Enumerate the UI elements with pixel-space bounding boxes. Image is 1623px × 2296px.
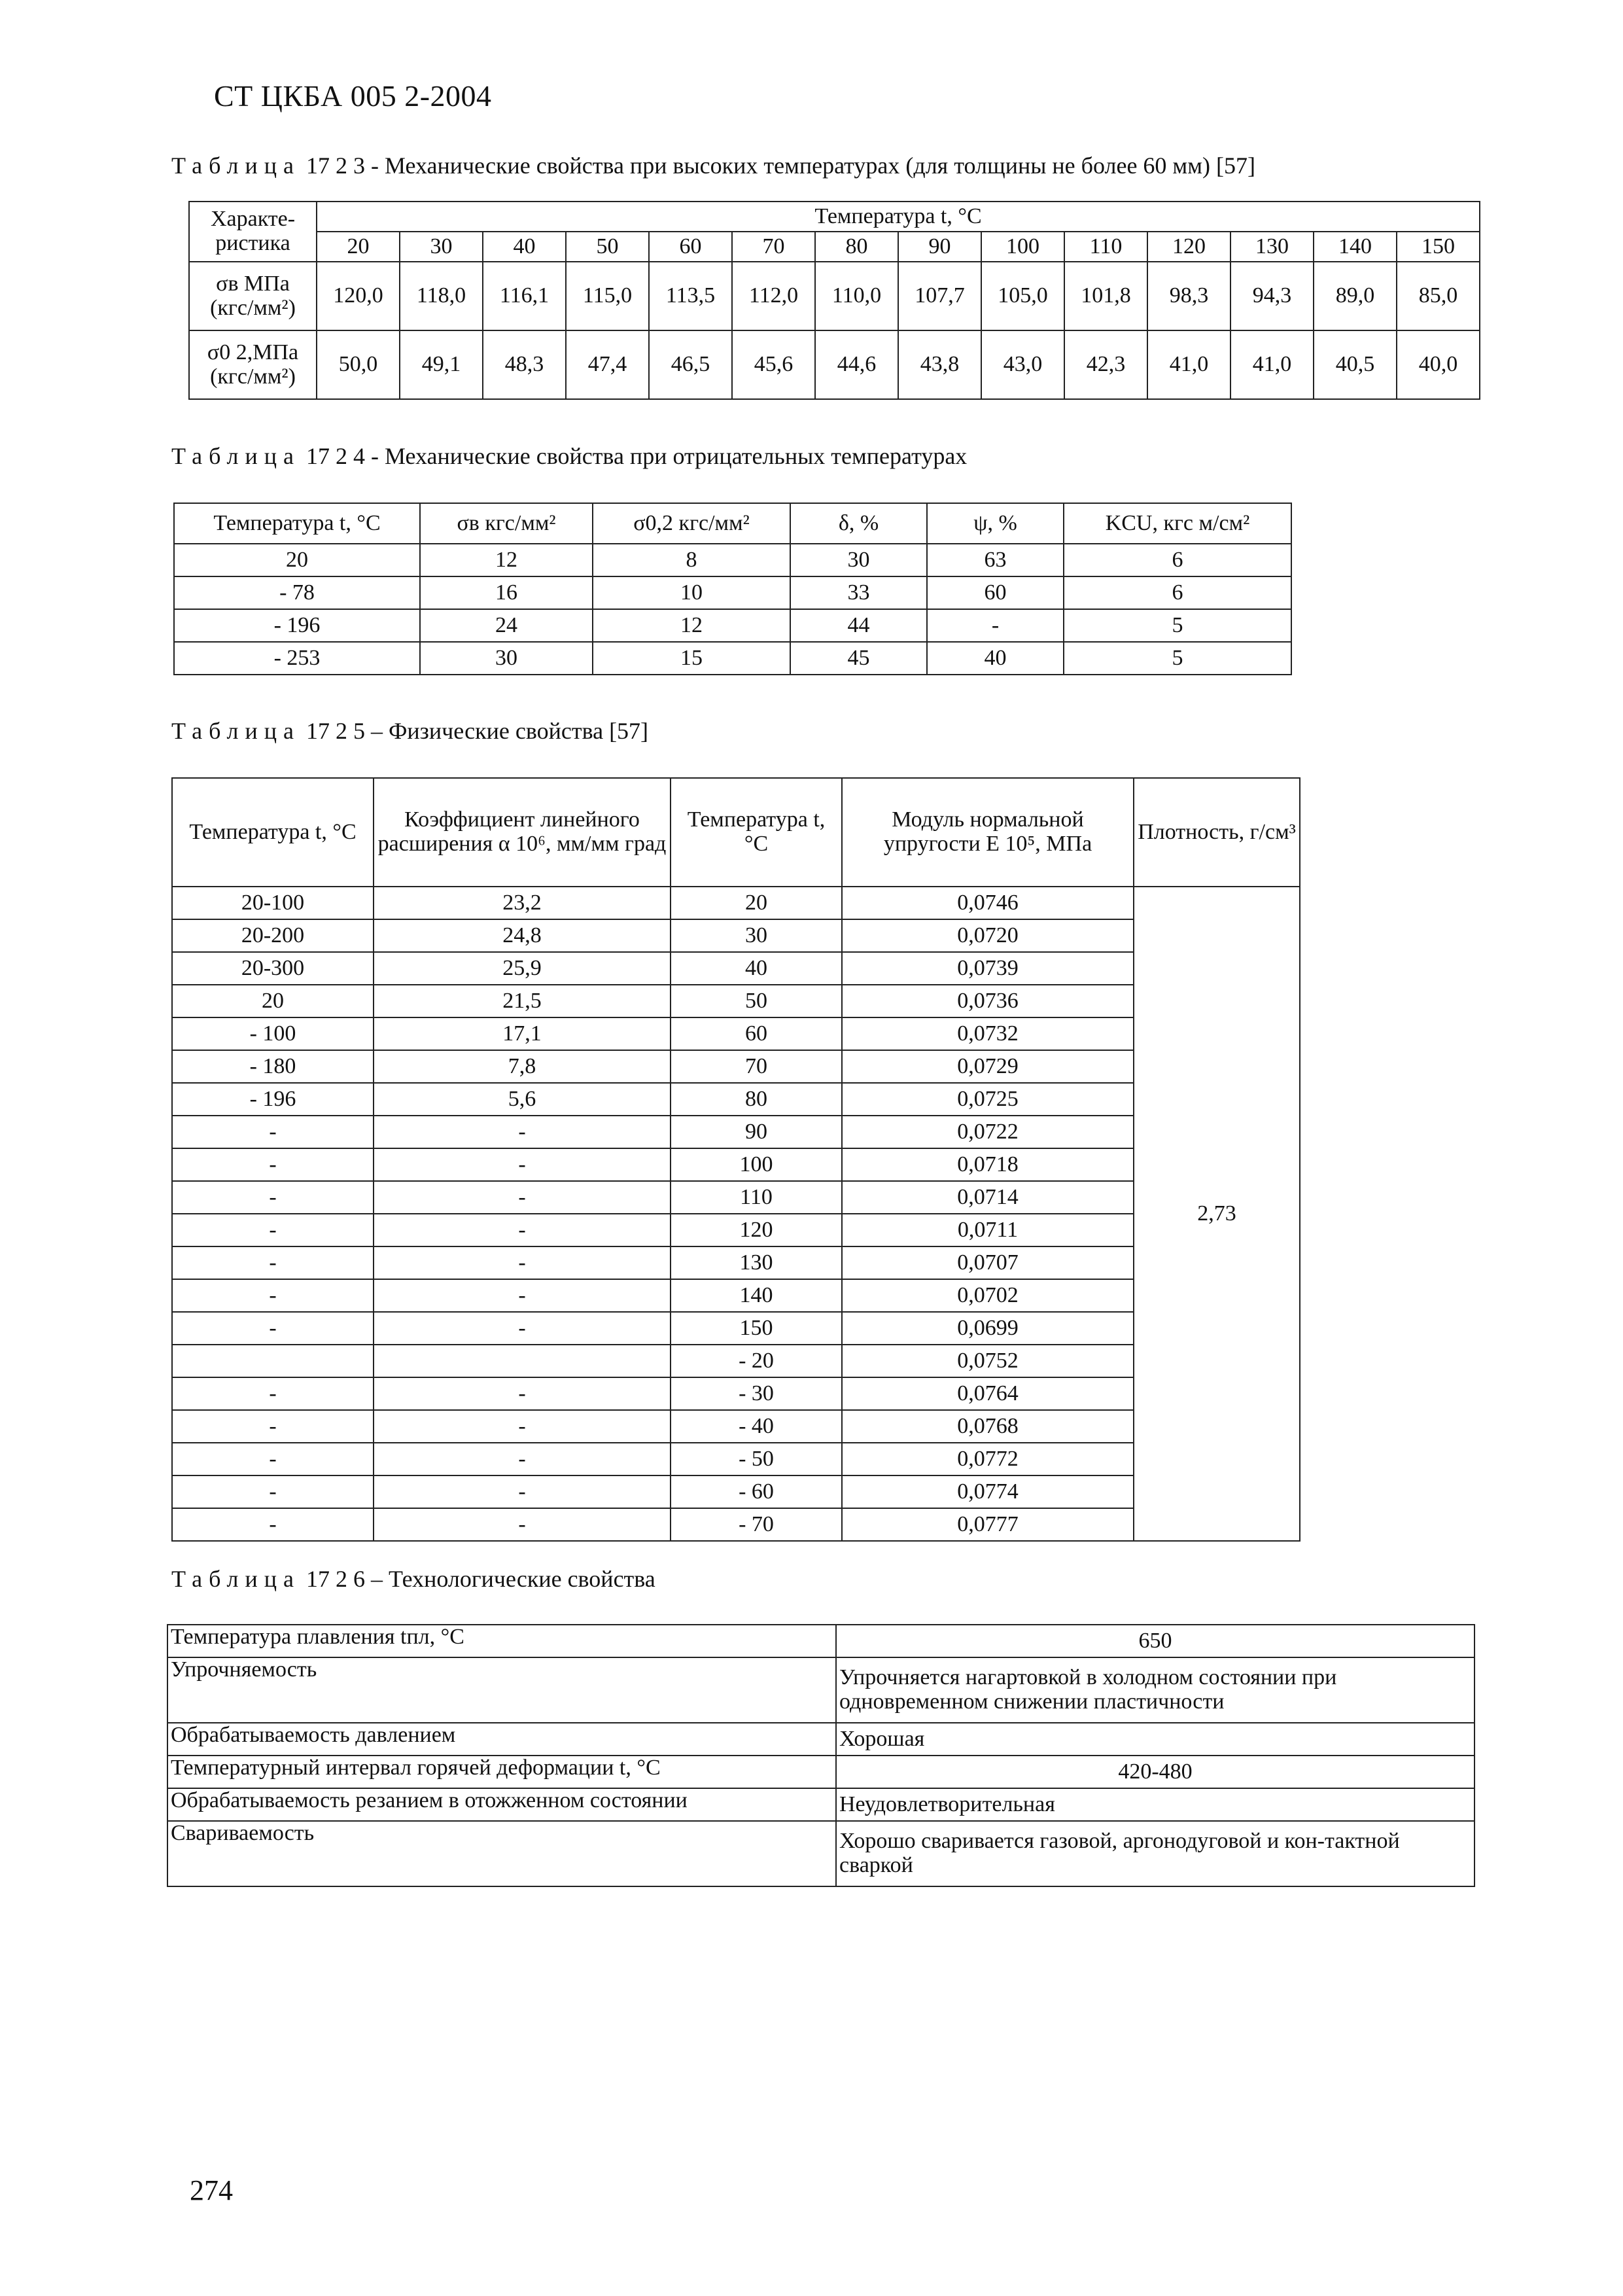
table-1724-caption — [171, 442, 967, 470]
table-1723 — [188, 201, 1480, 400]
table-cell: 10 — [593, 576, 790, 609]
table-cell: 20 — [172, 985, 374, 1017]
table-cell: - — [374, 1443, 671, 1475]
table-cell: - — [374, 1246, 671, 1279]
table-cell: 120 — [671, 1214, 842, 1246]
table-title: – Технологические свойства — [370, 1566, 655, 1592]
table-row — [172, 1214, 1300, 1246]
value-cell: 420-480 — [836, 1756, 1475, 1788]
header-cell: Характе-ристика — [189, 202, 317, 262]
table-cell: 60 — [927, 576, 1064, 609]
table-cell: 0,0702 — [842, 1279, 1134, 1312]
table-cell: 0,0774 — [842, 1475, 1134, 1508]
table-cell: 0,0711 — [842, 1214, 1134, 1246]
table-row — [172, 1279, 1300, 1312]
table-cell: 15 — [593, 642, 790, 675]
table-cell: 41,0 — [1230, 330, 1314, 399]
table-cell: 6 — [1064, 576, 1291, 609]
table-row — [172, 1050, 1300, 1083]
table-row — [174, 642, 1291, 675]
table-cell: 70 — [671, 1050, 842, 1083]
value-cell: Хорошая — [836, 1723, 1475, 1756]
table-row — [167, 1756, 1475, 1788]
table-cell: 105,0 — [981, 262, 1064, 330]
table-cell: 85,0 — [1397, 262, 1480, 330]
table-cell — [374, 1345, 671, 1377]
property-cell: Температура плавления tпл, °C — [167, 1625, 836, 1657]
table-cell: - — [172, 1377, 374, 1410]
temperature-header-cell: 120 — [1147, 232, 1230, 262]
table-cell: 46,5 — [649, 330, 732, 399]
table-cell: 30 — [671, 919, 842, 952]
temperature-header-cell: 100 — [981, 232, 1064, 262]
table-cell: - 40 — [671, 1410, 842, 1443]
table-label: Таблица — [171, 718, 300, 744]
table-cell: 50,0 — [317, 330, 400, 399]
property-cell: Свариваемость — [167, 1821, 836, 1886]
table-row — [189, 262, 1480, 330]
table-cell: 101,8 — [1064, 262, 1147, 330]
table-cell: - — [172, 1116, 374, 1148]
property-cell: Обрабатываемость резанием в отожженном состоянии — [167, 1788, 836, 1821]
table-row — [174, 576, 1291, 609]
temperature-header-cell: 70 — [732, 232, 815, 262]
table-cell: 44 — [790, 609, 927, 642]
table-cell: 130 — [671, 1246, 842, 1279]
table-cell: 107,7 — [898, 262, 981, 330]
table-row — [172, 1345, 1300, 1377]
table-row — [189, 330, 1480, 399]
table-cell: 30 — [420, 642, 593, 675]
temperature-header-cell: 140 — [1314, 232, 1397, 262]
property-cell: Температурный интервал горячей деформации t, °C — [167, 1756, 836, 1788]
table-cell: 115,0 — [566, 262, 649, 330]
table-cell: 24 — [420, 609, 593, 642]
table-number: 17 2 6 — [305, 1566, 365, 1592]
table-row — [172, 1116, 1300, 1148]
table-title: – Физические свойства [57] — [370, 718, 649, 744]
table-cell: 112,0 — [732, 262, 815, 330]
table-row — [172, 1148, 1300, 1181]
table-cell: - — [172, 1181, 374, 1214]
table-cell: 40,0 — [1397, 330, 1480, 399]
table-cell: - 30 — [671, 1377, 842, 1410]
page-number: 274 — [190, 2174, 233, 2206]
table-row — [172, 1181, 1300, 1214]
table-number: 17 2 5 — [305, 718, 365, 744]
temperature-header-cell: 20 — [317, 232, 400, 262]
table-cell: 8 — [593, 544, 790, 576]
table-cell: 100 — [671, 1148, 842, 1181]
table-cell: - — [374, 1148, 671, 1181]
table-cell: 20-300 — [172, 952, 374, 985]
table-cell: 40 — [671, 952, 842, 985]
row-label-cell: σ0 2,МПа (кгс/мм²) — [189, 330, 317, 399]
table-cell: 40,5 — [1314, 330, 1397, 399]
table-cell: 94,3 — [1230, 262, 1314, 330]
header-cell: Коэффициент линейного расширения α 10⁶, мм/мм град — [374, 778, 671, 887]
table-row — [172, 1475, 1300, 1508]
table-cell: 0,0707 — [842, 1246, 1134, 1279]
table-row — [172, 1312, 1300, 1345]
table-row — [167, 1788, 1475, 1821]
header-cell: δ, % — [790, 503, 927, 544]
table-1724 — [173, 503, 1292, 675]
table-row — [167, 1625, 1475, 1657]
table-cell: 42,3 — [1064, 330, 1147, 399]
table-cell: - — [374, 1410, 671, 1443]
header-cell: KCU, кгс м/см² — [1064, 503, 1291, 544]
table-cell: 0,0752 — [842, 1345, 1134, 1377]
table-cell: 43,8 — [898, 330, 981, 399]
table-cell: 0,0764 — [842, 1377, 1134, 1410]
table-cell: 0,0714 — [842, 1181, 1134, 1214]
table-cell: - — [172, 1475, 374, 1508]
table-cell: 21,5 — [374, 985, 671, 1017]
table-label: Таблица — [171, 1566, 300, 1592]
table-row — [172, 1410, 1300, 1443]
table-cell: - 70 — [671, 1508, 842, 1541]
table-cell: 24,8 — [374, 919, 671, 952]
table-cell: 0,0725 — [842, 1083, 1134, 1116]
table-row — [172, 1246, 1300, 1279]
table-cell: 20-100 — [172, 887, 374, 919]
standard-code: СТ ЦКБА 005 2-2004 — [214, 79, 492, 113]
table-title: - Механические свойства при высоких температурах (для толщины не более 60 мм) [57] — [370, 152, 1255, 179]
table-1726-caption — [171, 1565, 655, 1593]
table-cell: - — [172, 1443, 374, 1475]
table-cell: 0,0699 — [842, 1312, 1134, 1345]
table-cell: 80 — [671, 1083, 842, 1116]
table-cell: 140 — [671, 1279, 842, 1312]
table-cell: - 20 — [671, 1345, 842, 1377]
table-cell: 23,2 — [374, 887, 671, 919]
temperature-header-cell: 30 — [400, 232, 483, 262]
temperature-header-cell: 50 — [566, 232, 649, 262]
header-cell: Плотность, г/см³ — [1134, 778, 1300, 887]
table-cell: 60 — [671, 1017, 842, 1050]
row-label-cell: σв МПа (кгс/мм²) — [189, 262, 317, 330]
table-cell: - 196 — [174, 609, 420, 642]
value-cell: Упрочняется нагартовкой в холодном состоянии при одновременном снижении пластичности — [836, 1657, 1475, 1723]
temperature-header-cell: 80 — [815, 232, 898, 262]
table-cell: 12 — [593, 609, 790, 642]
table-cell: - — [172, 1279, 374, 1312]
table-cell: 89,0 — [1314, 262, 1397, 330]
table-row — [167, 1723, 1475, 1756]
group-header-cell: Температура t, °C — [317, 202, 1480, 232]
table-cell: - — [172, 1508, 374, 1541]
table-cell: 33 — [790, 576, 927, 609]
temperature-header-cell: 60 — [649, 232, 732, 262]
value-cell: Неудовлетворительная — [836, 1788, 1475, 1821]
table-cell: 0,0777 — [842, 1508, 1134, 1541]
table-1723-caption — [171, 152, 1255, 179]
temperature-header-cell: 110 — [1064, 232, 1147, 262]
table-number: 17 2 4 — [305, 443, 365, 469]
table-row — [172, 1017, 1300, 1050]
table-cell: - — [374, 1279, 671, 1312]
table-row — [167, 1821, 1475, 1886]
property-cell: Обрабатываемость давлением — [167, 1723, 836, 1756]
table-cell: 63 — [927, 544, 1064, 576]
table-1725-caption — [171, 717, 648, 745]
table-row — [172, 952, 1300, 985]
table-cell: 0,0729 — [842, 1050, 1134, 1083]
table-cell: - — [172, 1246, 374, 1279]
table-cell: 7,8 — [374, 1050, 671, 1083]
temperature-header-cell: 130 — [1230, 232, 1314, 262]
table-cell: 30 — [790, 544, 927, 576]
table-cell: 50 — [671, 985, 842, 1017]
table-cell: - 180 — [172, 1050, 374, 1083]
table-cell: - — [172, 1214, 374, 1246]
table-cell: 150 — [671, 1312, 842, 1345]
table-cell: 0,0718 — [842, 1148, 1134, 1181]
table-cell: 120,0 — [317, 262, 400, 330]
table-cell: - — [374, 1508, 671, 1541]
table-cell: 118,0 — [400, 262, 483, 330]
temperature-header-cell: 40 — [483, 232, 566, 262]
table-cell: - — [374, 1312, 671, 1345]
table-cell: - 253 — [174, 642, 420, 675]
table-cell: 45,6 — [732, 330, 815, 399]
header-cell: Модуль нормальной упругости E 10⁵, МПа — [842, 778, 1134, 887]
header-cell: Температура t, °C — [174, 503, 420, 544]
table-cell: - — [374, 1475, 671, 1508]
table-1725 — [171, 777, 1300, 1542]
property-cell: Упрочняемость — [167, 1657, 836, 1723]
table-row — [174, 609, 1291, 642]
table-cell: - — [374, 1377, 671, 1410]
table-row — [172, 1377, 1300, 1410]
table-cell: 0,0720 — [842, 919, 1134, 952]
header-cell: ψ, % — [927, 503, 1064, 544]
table-cell: 5,6 — [374, 1083, 671, 1116]
table-number: 17 2 3 — [305, 152, 365, 179]
table-cell: 5 — [1064, 642, 1291, 675]
table-cell: - 100 — [172, 1017, 374, 1050]
table-cell: 17,1 — [374, 1017, 671, 1050]
table-row — [172, 919, 1300, 952]
table-cell: 0,0772 — [842, 1443, 1134, 1475]
value-cell: 650 — [836, 1625, 1475, 1657]
table-row — [172, 1508, 1300, 1541]
table-label: Таблица — [171, 152, 300, 179]
table-cell: 20 — [671, 887, 842, 919]
table-row — [174, 544, 1291, 576]
table-cell: 45 — [790, 642, 927, 675]
table-cell: 6 — [1064, 544, 1291, 576]
table-cell: 116,1 — [483, 262, 566, 330]
table-1726 — [167, 1624, 1475, 1887]
table-cell: - — [374, 1181, 671, 1214]
table-cell: 110,0 — [815, 262, 898, 330]
header-cell: σв кгс/мм² — [420, 503, 593, 544]
table-cell: 16 — [420, 576, 593, 609]
table-cell: 113,5 — [649, 262, 732, 330]
value-cell: Хорошо сваривается газовой, аргонодуговой и кон-тактной сваркой — [836, 1821, 1475, 1886]
table-row — [167, 1657, 1475, 1723]
table-cell: 40 — [927, 642, 1064, 675]
table-cell: 0,0768 — [842, 1410, 1134, 1443]
table-cell — [172, 1345, 374, 1377]
table-cell: - 78 — [174, 576, 420, 609]
temperature-header-cell: 150 — [1397, 232, 1480, 262]
table-cell: - — [172, 1148, 374, 1181]
table-cell: - — [374, 1116, 671, 1148]
table-row — [172, 1083, 1300, 1116]
density-cell: 2,73 — [1134, 887, 1300, 1541]
table-cell: 5 — [1064, 609, 1291, 642]
table-cell: 0,0736 — [842, 985, 1134, 1017]
table-cell: 25,9 — [374, 952, 671, 985]
header-cell: Температура t, °C — [172, 778, 374, 887]
table-cell: - — [172, 1312, 374, 1345]
table-cell: 0,0739 — [842, 952, 1134, 985]
table-cell: 90 — [671, 1116, 842, 1148]
table-cell: 43,0 — [981, 330, 1064, 399]
table-cell: - — [374, 1214, 671, 1246]
table-row — [172, 1443, 1300, 1475]
table-cell: 41,0 — [1147, 330, 1230, 399]
table-cell: 49,1 — [400, 330, 483, 399]
table-cell: 110 — [671, 1181, 842, 1214]
table-row — [172, 985, 1300, 1017]
header-cell: σ0,2 кгс/мм² — [593, 503, 790, 544]
table-cell: - 50 — [671, 1443, 842, 1475]
header-cell: Температура t, °C — [671, 778, 842, 887]
table-cell: 44,6 — [815, 330, 898, 399]
table-cell: 20 — [174, 544, 420, 576]
table-cell: 20-200 — [172, 919, 374, 952]
table-cell: 0,0722 — [842, 1116, 1134, 1148]
table-cell: 48,3 — [483, 330, 566, 399]
table-cell: 0,0732 — [842, 1017, 1134, 1050]
table-cell: 98,3 — [1147, 262, 1230, 330]
table-cell: 0,0746 — [842, 887, 1134, 919]
table-title: - Механические свойства при отрицательных температурах — [370, 443, 968, 469]
table-cell: - 196 — [172, 1083, 374, 1116]
temperature-header-cell: 90 — [898, 232, 981, 262]
table-cell: - — [927, 609, 1064, 642]
table-cell: 47,4 — [566, 330, 649, 399]
table-cell: - 60 — [671, 1475, 842, 1508]
table-label: Таблица — [171, 443, 300, 469]
table-cell: 12 — [420, 544, 593, 576]
table-row — [172, 887, 1300, 919]
table-cell: - — [172, 1410, 374, 1443]
